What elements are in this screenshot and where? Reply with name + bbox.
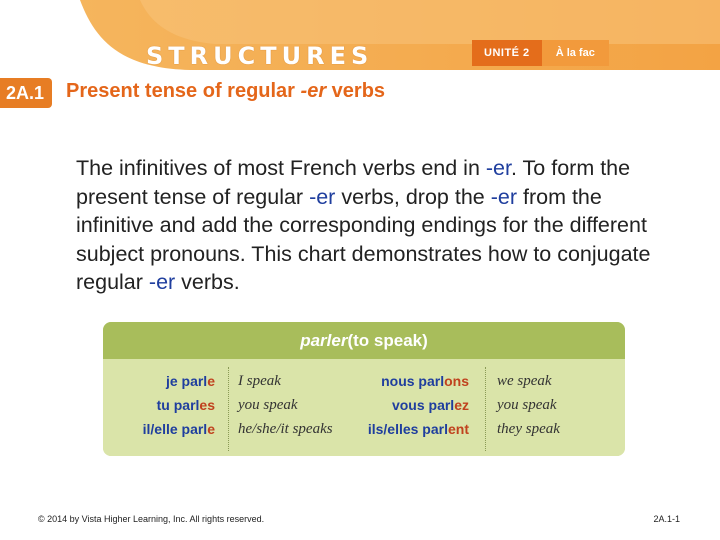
intro-text-2: . To form the present tense of regular — [76, 156, 631, 209]
stem: nous parl — [381, 373, 445, 389]
chart-body — [103, 359, 625, 456]
section-title-suffix: verbs — [326, 80, 386, 102]
ending: ent — [448, 421, 469, 437]
plural-translation: they speak — [497, 421, 560, 437]
intro-text-1: The infinitives of most French verbs end in — [76, 156, 486, 180]
header-title: STRUCTURES — [146, 42, 374, 70]
unit-label: UNITÉ 2 — [472, 40, 542, 66]
stem: ils/elles parl — [367, 421, 448, 437]
conjugation-row — [103, 397, 625, 421]
ending: ez — [454, 397, 469, 413]
stem: tu parl — [156, 397, 200, 413]
intro-highlight-1: -er — [485, 156, 511, 180]
plural-translation: we speak — [497, 373, 552, 389]
singular-translation: I speak — [238, 373, 281, 389]
section-title-prefix: Present tense of regular — [66, 80, 301, 102]
conjugation-chart — [103, 322, 625, 456]
plural-form — [381, 373, 469, 389]
section-number: 2A.1 — [0, 78, 52, 108]
stem: vous parl — [391, 397, 455, 413]
ending: e — [207, 373, 215, 389]
plural-form — [392, 397, 469, 413]
intro-highlight-2: -er — [309, 184, 336, 209]
intro-text-4: from the infinitive and add the corresponding endings for the different subject pronouns. This chart demonstrates how to conjugate regular — [76, 184, 651, 294]
singular-form — [143, 421, 215, 437]
copyright-notice: © 2014 by Vista Higher Learning, Inc. All rights reserved. — [38, 514, 265, 524]
ending: ons — [444, 373, 469, 389]
singular-translation: you speak — [238, 397, 298, 413]
slide-number: 2A.1-1 — [653, 514, 680, 524]
chart-heading-gloss: (to speak) — [347, 330, 428, 350]
stem: je parl — [165, 373, 208, 389]
intro-text-5: verbs. — [175, 270, 240, 294]
lesson-label: À la fac — [542, 40, 609, 66]
plural-form — [368, 421, 469, 437]
singular-form — [166, 373, 215, 389]
section-title — [66, 80, 385, 103]
intro-paragraph — [76, 154, 676, 297]
section-title-italic: -er — [300, 80, 327, 102]
intro-text-3: verbs, drop the — [335, 184, 491, 209]
ending: es — [199, 397, 215, 413]
singular-translation: he/she/it speaks — [238, 421, 333, 437]
intro-highlight-4: -er — [148, 270, 176, 294]
ending: e — [207, 421, 215, 437]
chart-heading — [103, 322, 625, 359]
plural-translation: you speak — [497, 397, 557, 413]
stem: il/elle parl — [142, 421, 208, 437]
unit-tab — [472, 40, 609, 66]
conjugation-row — [103, 421, 625, 445]
singular-form — [157, 397, 215, 413]
chart-heading-verb: parler — [300, 330, 348, 350]
intro-highlight-3: -er — [490, 184, 517, 209]
conjugation-row — [103, 373, 625, 397]
